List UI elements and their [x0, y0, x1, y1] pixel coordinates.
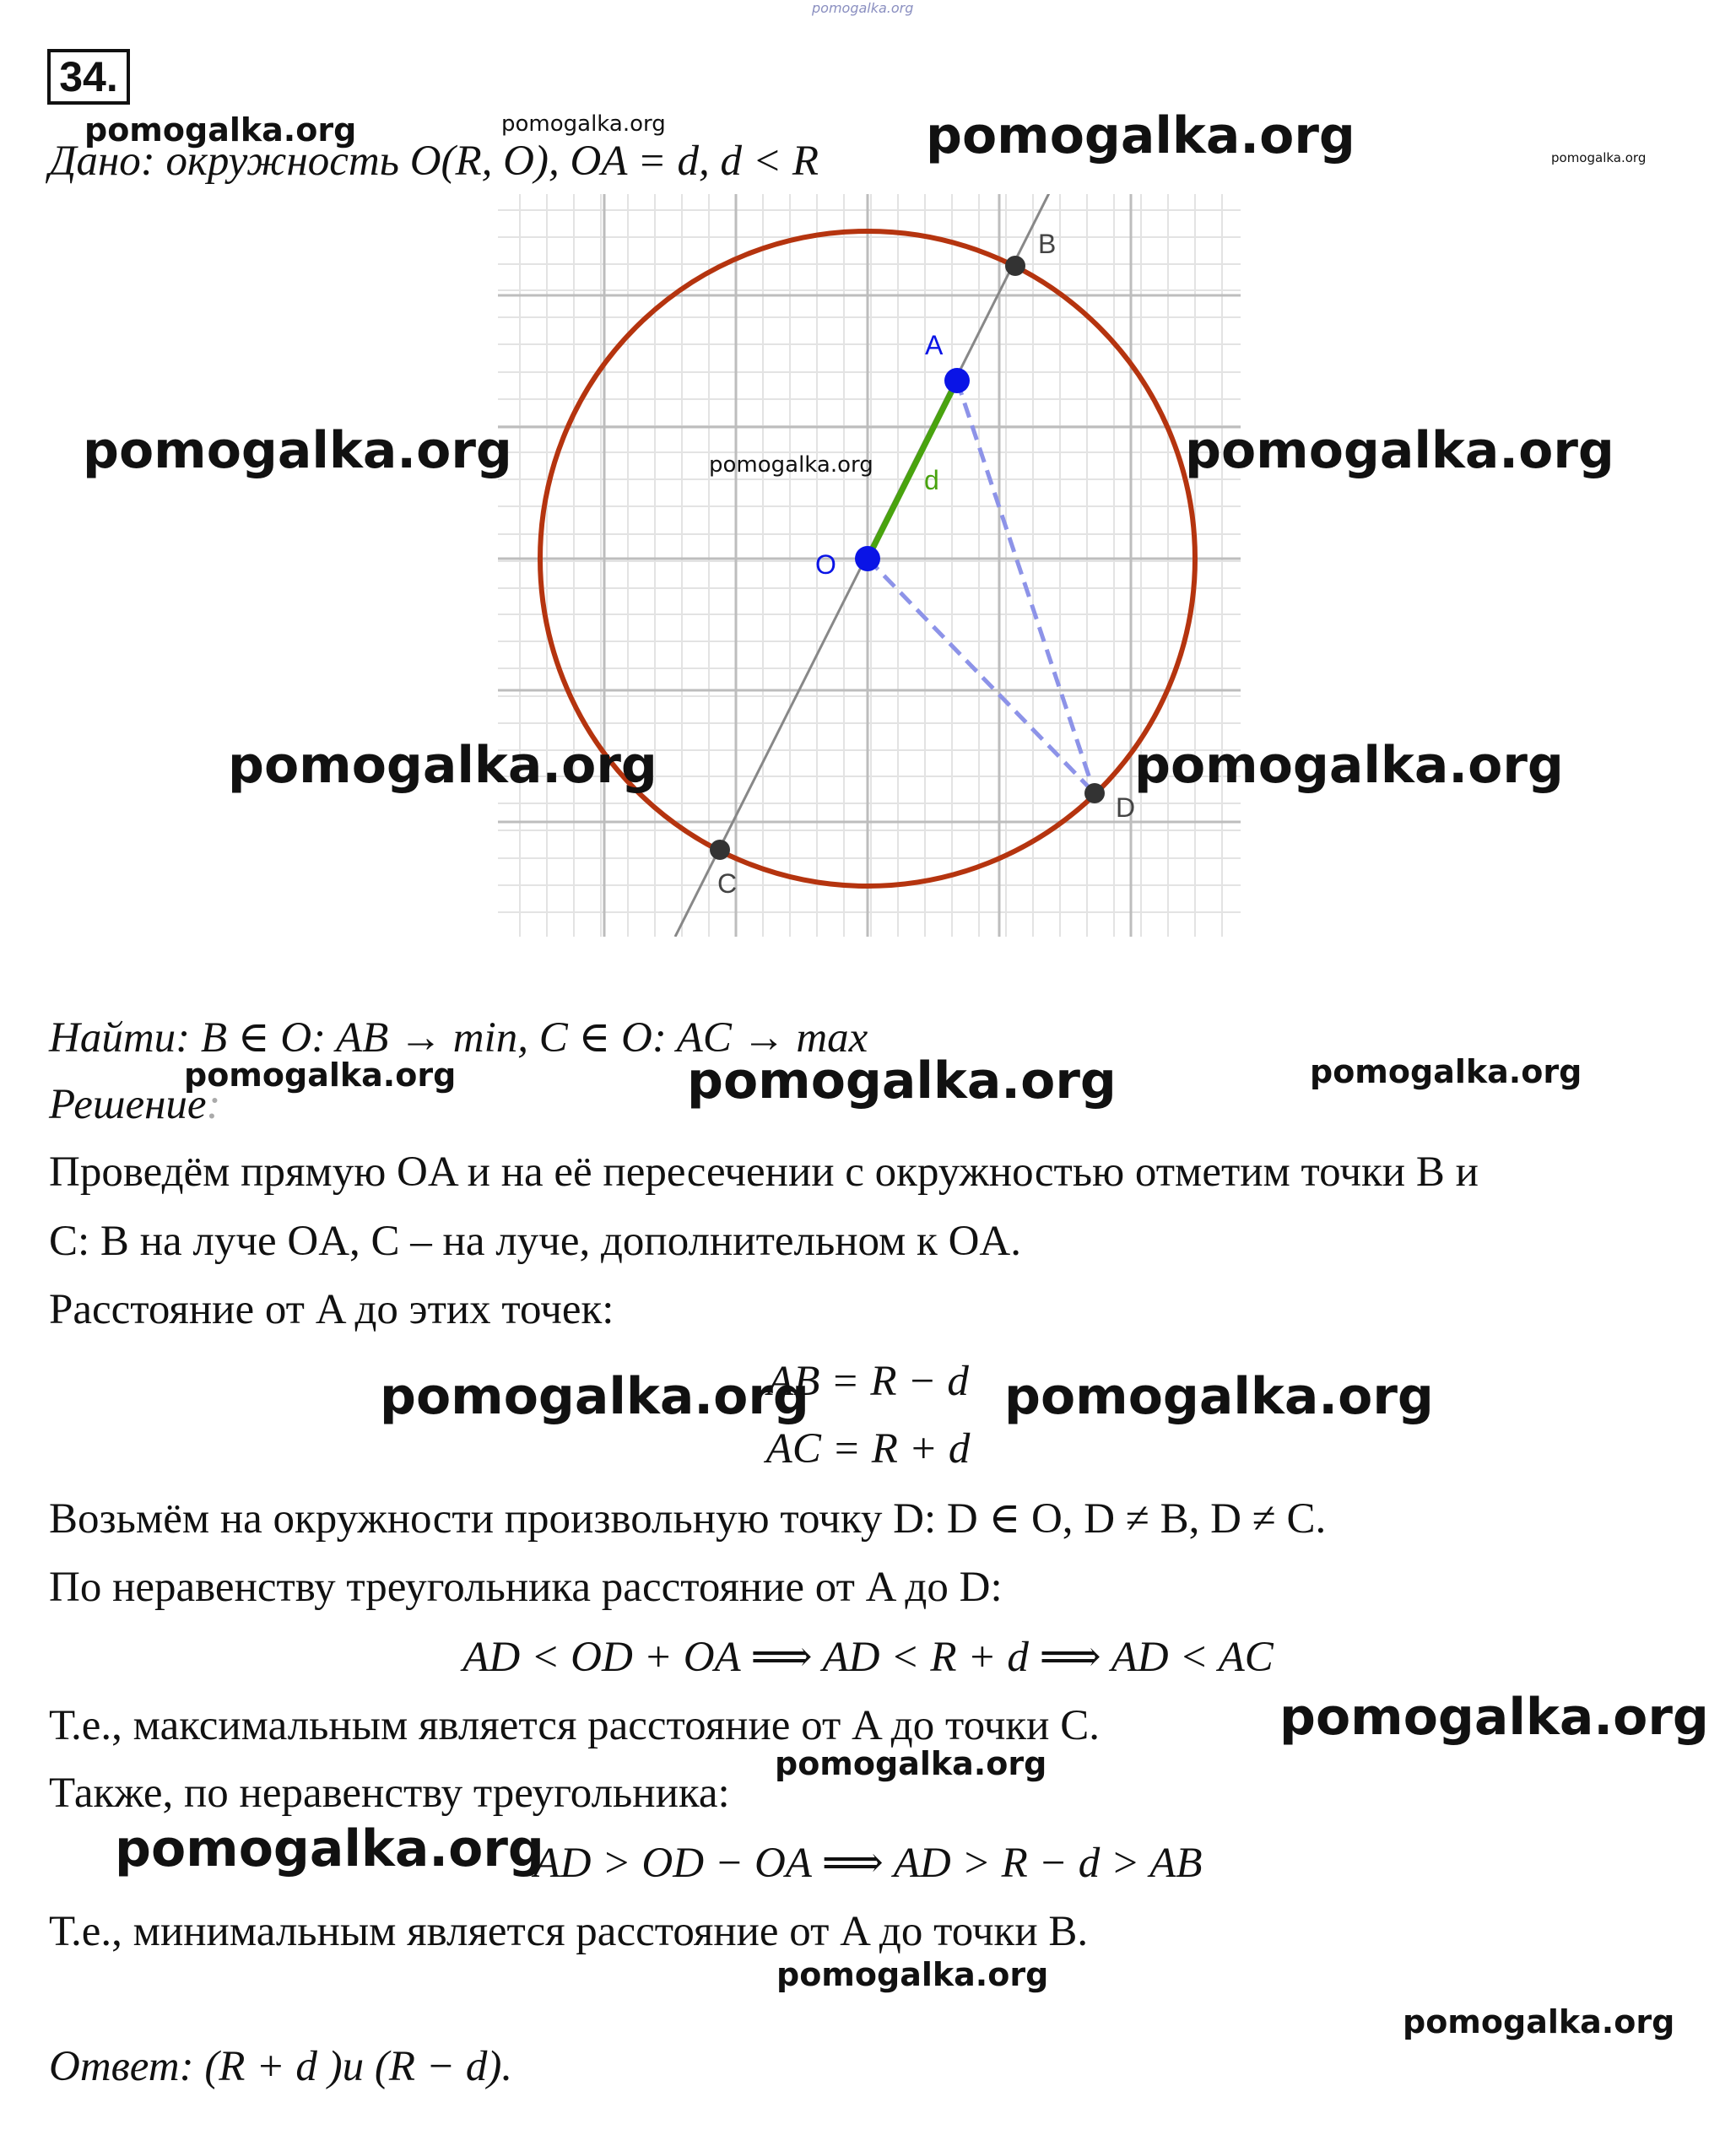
watermark: pomogalka.org [1134, 736, 1564, 795]
equation-ineq-max: AD < OD + OA ⟹ AD < R + d ⟹ AD < AC [462, 1634, 1274, 1681]
watermark: pomogalka.org [1185, 421, 1614, 480]
point-o [855, 546, 880, 571]
solution-heading [49, 1080, 221, 1129]
equation-ineq-min: AD > OD − OA ⟹ AD > R − d > AB [533, 1840, 1203, 1887]
watermark: pomogalka.org [1279, 1688, 1709, 1747]
geometry-figure [498, 194, 1241, 937]
watermark: pomogalka.org [1551, 150, 1647, 165]
label-c: C [717, 868, 738, 899]
label-b: B [1038, 229, 1057, 259]
label-d: D [1116, 792, 1136, 823]
watermark: pomogalka.org [1310, 1053, 1582, 1090]
point-b [1005, 256, 1025, 276]
point-c [710, 840, 730, 860]
equation-ab: AB = R − d [767, 1358, 969, 1405]
watermark: pomogalka.org [380, 1367, 809, 1426]
answer-text: : (R + d )и (R − d). [179, 2043, 513, 2090]
dashed-ad [957, 381, 1095, 793]
watermark: pomogalka.org [228, 736, 657, 795]
solution-p4: По неравенству треугольника расстояние от A до D: [49, 1564, 1003, 1611]
solution-p5: Т.е., максимальным является расстояние от A до точки C. [49, 1702, 1100, 1749]
find-label: Найти [49, 1014, 176, 1062]
solution-colon: : [206, 1081, 221, 1128]
solution-p1-line1: Проведём прямую OA и на её пересечении с окружностью отметим точки B и [49, 1148, 1479, 1196]
watermark: pomogalka.org [926, 106, 1355, 165]
solution-p6: Также, по неравенству треугольника: [49, 1770, 730, 1817]
watermark: pomogalka.org [687, 1051, 1117, 1111]
label-d-length: d [924, 465, 939, 495]
solution-label: Решение [49, 1081, 207, 1128]
watermark: pomogalka.org [115, 1819, 544, 1878]
watermark: pomogalka.org [501, 111, 666, 137]
watermark: pomogalka.org [775, 1745, 1047, 1782]
watermark: pomogalka.org [184, 1057, 457, 1094]
watermark: pomogalka.org [84, 111, 357, 149]
watermark-top: pomogalka.org [812, 0, 914, 16]
solution-p7: Т.е., минимальным является расстояние от A до точки B. [49, 1908, 1089, 1955]
answer-label: Ответ [49, 2043, 180, 2090]
point-a [944, 368, 970, 393]
answer-line [49, 2042, 512, 2091]
equation-ac: AC = R + d [765, 1425, 971, 1473]
given-label: Дано [49, 138, 141, 185]
solution-p1-line2: C: B на луче OA, C – на луче, дополнительном к OA. [49, 1218, 1021, 1265]
watermark: pomogalka.org [83, 421, 512, 480]
watermark: pomogalka.org [776, 1956, 1049, 1993]
solution-p2: Расстояние от A до этих точек: [49, 1286, 614, 1333]
point-d [1084, 783, 1105, 803]
label-a: A [925, 330, 944, 360]
watermark: pomogalka.org [1403, 2003, 1675, 2040]
find-text: : B ∈ O: AB → min, C ∈ O: AC → max [176, 1014, 868, 1062]
problem-number: 34. [47, 49, 130, 105]
segment-oa [868, 381, 957, 559]
watermark: pomogalka.org [1004, 1367, 1434, 1426]
label-o: O [815, 549, 836, 580]
watermark: pomogalka.org [709, 452, 873, 478]
given-text: : окружность O(R, O), OA = d, d < R [140, 138, 819, 185]
solution-p3: Возьмём на окружности произвольную точку D: D ∈ O, D ≠ B, D ≠ C. [49, 1495, 1327, 1543]
